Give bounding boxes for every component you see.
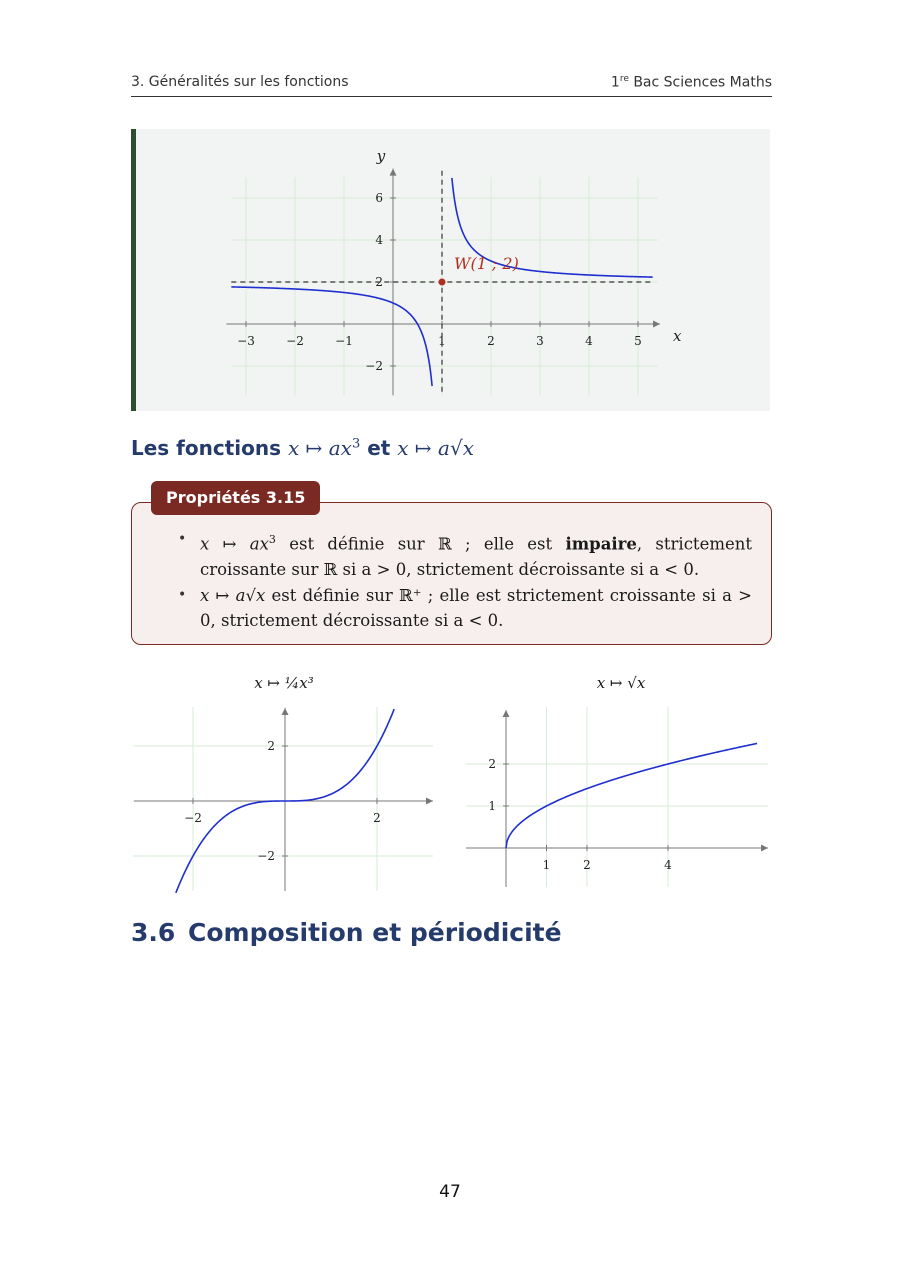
x-tick-label: 2 <box>487 334 495 348</box>
x-tick-label: 3 <box>536 334 544 348</box>
x-tick-label: 2 <box>373 811 381 825</box>
x-tick-label: −2 <box>184 811 202 825</box>
x-tick-label: 5 <box>634 334 642 348</box>
running-header <box>131 72 772 97</box>
sqrt-function-notation: x ↦ a√x <box>397 436 474 460</box>
course-title: 1re Bac Sciences Maths <box>610 74 772 91</box>
y-axis-label: y <box>376 147 386 165</box>
property-item-cube: • x ↦ $ax^3$ est définie sur ℝ ; elle est impaire, strictement croissante sur ℝ si a > 0, strictement décroissante si a < 0. <box>200 527 752 582</box>
x-tick-label: 4 <box>585 334 593 348</box>
x-axis-label: x <box>672 327 682 345</box>
sqrt-curve <box>506 743 757 848</box>
center-point-w <box>439 279 446 286</box>
x-axis-arrowhead <box>426 798 433 805</box>
x-tick-label: 2 <box>583 858 591 872</box>
y-axis-arrowhead <box>390 169 397 176</box>
x-axis-arrowhead <box>761 845 768 852</box>
x-tick-label: −3 <box>237 334 255 348</box>
section-title: Composition et périodicité <box>188 918 562 947</box>
x-tick-label: 1 <box>542 858 551 872</box>
x-tick-label: 4 <box>664 858 672 872</box>
y-axis-arrowhead <box>503 710 510 717</box>
x-axis-arrowhead <box>653 321 660 328</box>
hyperbola-left-branch <box>231 287 432 386</box>
y-tick-label: 2 <box>488 757 496 771</box>
y-axis-arrowhead <box>282 708 289 715</box>
properties-box <box>131 502 772 645</box>
page-number: 47 <box>439 1182 461 1202</box>
subsection-heading: Les fonctions x ↦ $ax^3$ et x ↦ a√x <box>131 436 474 460</box>
property-item-sqrt: • x ↦ a√x est définie sur ℝ⁺ ; elle est strictement croissante si a > 0, strictement décroissante si a < 0. <box>200 583 752 633</box>
chapter-title: 3. Généralités sur les fonctions <box>131 74 349 90</box>
center-point-label: W(1 ; 2) <box>454 254 519 273</box>
y-tick-label: 2 <box>375 275 383 289</box>
section-number: 3.6 <box>131 918 176 947</box>
hyperbola-chart <box>131 129 770 411</box>
cubic-chart <box>131 705 437 893</box>
bullet-icon: • <box>178 531 187 547</box>
sqrt-chart <box>463 705 773 893</box>
x-tick-label: −2 <box>286 334 304 348</box>
properties-tab-label: Propriétés 3.15 <box>151 481 320 515</box>
y-tick-label: 1 <box>488 799 496 813</box>
y-tick-label: 6 <box>375 191 383 205</box>
y-tick-label: 4 <box>375 233 383 247</box>
x-tick-label: −1 <box>335 334 353 348</box>
cube-function-notation: x ↦ $ax^3$ <box>287 436 361 460</box>
section-heading <box>131 918 562 947</box>
y-tick-label: −2 <box>365 359 383 373</box>
y-tick-label: −2 <box>257 849 275 863</box>
cubic-chart-title: x ↦ ¼x³ <box>254 674 314 692</box>
x-tick-label: 1 <box>438 334 446 348</box>
sqrt-chart-title: x ↦ √x <box>596 674 646 692</box>
bullet-icon: • <box>178 587 187 603</box>
y-tick-label: 2 <box>267 739 275 753</box>
